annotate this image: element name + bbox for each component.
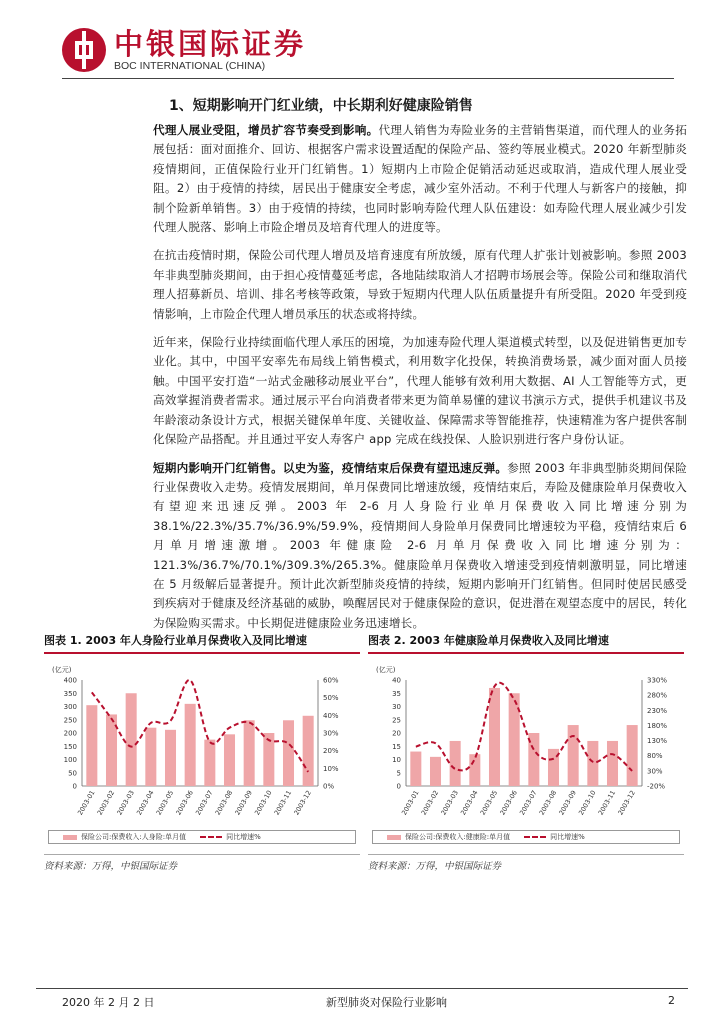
- footer-title: 新型肺炎对保险行业影响: [326, 996, 447, 1009]
- bar-2003-08: [224, 734, 235, 786]
- y2-tick-label: 130%: [647, 737, 668, 746]
- x-tick-label: 2003-06: [174, 789, 195, 817]
- paragraph-2: [153, 246, 687, 324]
- growth-line: [92, 680, 308, 772]
- bar-2003-09: [244, 720, 255, 786]
- paragraph-2-text: 在抗击疫情时期，保险公司代理人增员及培育速度有所放缓，原有代理人扩张计划被影响。参照 2003 年非典型肺炎期间，由于担心疫情蔓延考虑，各地陆续取消人才招聘市场展会等。保险公司和继取消代理人招募新员、培训、排名考核等政策，导致于短期内代理人队伍质量提升有所受阻。2020 年受到疫情影响，上市险企代理人增员承压的状态或将持续。: [153, 248, 687, 321]
- bar-2003-03: [126, 693, 137, 786]
- brand-logo: [62, 28, 306, 72]
- bar-2003-04: [469, 754, 480, 786]
- bar-2003-03: [450, 741, 461, 786]
- chart-2-legend-bar: 保险公司:保费收入:健康险:单月值: [387, 832, 510, 842]
- y-tick-label: 0: [396, 782, 401, 791]
- x-tick-label: 2003-07: [194, 789, 215, 817]
- paragraph-1: [153, 121, 687, 237]
- chart-1-source: 资料来源：万得，中银国际证券: [44, 854, 360, 872]
- chart-1-legend: [48, 830, 356, 844]
- chart-2-plot: [368, 658, 684, 830]
- y-tick-label: 35: [392, 689, 401, 698]
- y-tick-label: 0: [72, 782, 77, 791]
- x-tick-label: 2003-08: [537, 789, 559, 817]
- chart-2-unit: (亿元): [376, 666, 396, 674]
- bar-2003-05: [489, 688, 500, 786]
- x-tick-label: 2003-10: [577, 789, 598, 817]
- x-tick-label: 2003-12: [292, 789, 313, 817]
- x-tick-label: 2003-01: [400, 789, 421, 817]
- x-tick-label: 2003-07: [518, 789, 539, 817]
- bar-2003-12: [627, 725, 638, 786]
- x-tick-label: 2003-04: [135, 789, 156, 817]
- paragraph-3-text: 近年来，保险行业持续面临代理人承压的困境，为加速寿险代理人渠道模式转型，以及促进销售更加专业化。其中，中国平安率先布局线上销售模式，利用数字化投保，转换消费场景，减少面对面人员接触。中国平安打造“一站式金融移动展业平台”，代理人能够有效利用大数据、AI 人工智能等方式，更高效掌握消费者需求。通过展示平台向消费者带来更为简单易懂的建议书演示方式，提供手机建议书及年龄滚动条设计方式，根据关键保单年度、关键收益、保障需求等智能推荐，快速精准为客户提供客制化保险产品搭配。并且通过平安人寿客户 app 完成在线投保、人脸识别进行客户身份认证。: [153, 335, 687, 447]
- y2-tick-label: 60%: [323, 676, 339, 685]
- bar-2003-02: [430, 757, 441, 786]
- bar-2003-01: [86, 705, 97, 786]
- bar-2003-11: [607, 741, 618, 786]
- x-tick-label: 2003-05: [154, 789, 176, 817]
- y2-tick-label: 280%: [647, 691, 668, 700]
- bar-2003-04: [145, 728, 156, 786]
- chart-2-legend-line: 同比增速%: [524, 832, 585, 842]
- growth-line: [416, 683, 632, 771]
- y2-tick-label: 230%: [647, 706, 668, 715]
- y2-tick-label: 10%: [323, 764, 339, 773]
- y2-tick-label: 0%: [323, 782, 335, 791]
- y2-tick-label: -20%: [647, 782, 666, 791]
- paragraph-1-lead: 代理人展业受阻，增员扩容节奏受到影响。: [153, 123, 379, 137]
- y-tick-label: 15: [392, 742, 401, 751]
- x-tick-label: 2003-02: [95, 789, 117, 817]
- y-tick-label: 5: [396, 769, 401, 778]
- paragraph-4-lead: 短期内影响开门红销售。以史为鉴，疫情结束后保费有望迅速反弹。: [153, 460, 508, 475]
- footer-divider: [36, 988, 688, 989]
- x-tick-label: 2003-09: [557, 789, 578, 817]
- y-tick-label: 150: [63, 742, 77, 751]
- y-tick-label: 40: [392, 676, 401, 685]
- bar-2003-06: [509, 693, 520, 786]
- body-paragraphs: [153, 121, 687, 642]
- bar-2003-07: [204, 740, 215, 786]
- y2-tick-label: 20%: [323, 747, 339, 756]
- brand-name-en: BOC INTERNATIONAL (CHINA): [114, 60, 266, 72]
- chart-2-source: 资料来源：万得，中银国际证券: [368, 854, 684, 872]
- section-title: 1、短期影响开门红业绩，中长期利好健康险销售: [169, 98, 473, 114]
- y-tick-label: 350: [63, 689, 77, 698]
- chart-1-figure: [44, 632, 360, 872]
- y2-tick-label: 50%: [323, 694, 339, 703]
- x-tick-label: 2003-08: [213, 789, 235, 817]
- chart-1-legend-bar: 保险公司:保费收入:人身险:单月值: [63, 832, 186, 842]
- bar-2003-10: [587, 741, 598, 786]
- y-tick-label: 300: [63, 703, 77, 711]
- chart-2-figure: [368, 632, 684, 872]
- chart-1-legend-line: 同比增速%: [200, 832, 261, 842]
- x-tick-label: 2003-03: [115, 789, 136, 817]
- boc-emblem-icon: [62, 28, 106, 72]
- x-tick-label: 2003-12: [616, 789, 637, 817]
- x-tick-label: 2003-06: [498, 789, 519, 817]
- y-tick-label: 250: [63, 716, 77, 725]
- y2-tick-label: 80%: [647, 752, 663, 761]
- bar-2003-11: [283, 720, 294, 786]
- paragraph-4: [153, 459, 687, 634]
- footer-date: 2020 年 2 月 2 日: [62, 996, 155, 1009]
- x-tick-label: 2003-11: [596, 789, 618, 817]
- y-tick-label: 100: [63, 756, 77, 764]
- y-tick-label: 25: [392, 716, 401, 725]
- y2-tick-label: 180%: [647, 721, 668, 730]
- x-tick-label: 2003-11: [272, 789, 294, 817]
- y-tick-label: 200: [63, 729, 77, 738]
- paragraph-1-text: 代理人销售为寿险业务的主营销售渠道，而代理人的业务拓展包括：面对面推介、回访、根据客户需求设置适配的保险产品、签约等展业模式。2020 年新型肺炎疫情期间，正值保险行业开门红销售。1）短期内上市险企促销活动延迟或取消，造成代理人展业受阻。2）由于疫情的持续，居民出于健康安全考虑，减少室外活动。不利于代理人与新客户的接触，抑制个险新单销售。3）由于疫情的持续，也同时影响寿险代理人队伍建设：如寿险代理人展业减少引发代理人脱落、影响上市险企增员及培育代理人的进度等。: [153, 123, 687, 235]
- y2-tick-label: 40%: [323, 711, 339, 720]
- x-tick-label: 2003-02: [419, 789, 441, 817]
- y-tick-label: 50: [68, 769, 77, 778]
- x-tick-label: 2003-03: [439, 789, 460, 817]
- bar-2003-01: [410, 752, 421, 786]
- paragraph-3: [153, 333, 687, 449]
- y-tick-label: 30: [392, 703, 401, 711]
- x-tick-label: 2003-01: [76, 789, 97, 817]
- y2-tick-label: 30%: [647, 767, 663, 776]
- x-tick-label: 2003-05: [478, 789, 500, 817]
- bar-2003-12: [303, 716, 314, 786]
- chart-2-legend: [372, 830, 680, 844]
- x-tick-label: 2003-10: [253, 789, 274, 817]
- y2-tick-label: 330%: [647, 676, 668, 685]
- chart-1-plot: [44, 658, 360, 830]
- y-tick-label: 20: [392, 729, 401, 738]
- y-tick-label: 400: [63, 676, 77, 685]
- y-tick-label: 10: [392, 756, 401, 764]
- chart-2-title: 图表 2. 2003 年健康险单月保费收入及同比增速: [368, 632, 684, 654]
- paragraph-4-text: 参照 2003 年非典型肺炎期间保险行业保费收入走势。疫情发展期间，单月保费同比增速放缓，疫情结束后，寿险及健康险单月保费收入有望迎来迅速反弹。2003 年 2-6 月人身险行业单月保费收入同比增速分别为 38.1%/22.3%/35.7%/36.9%/59.9%，疫情期间人身险单月保费同比增速较为平稳，疫情结束后 6 月单月增速激增。2003 年健康险 2-6 月单月保费收入同比增速分别为：121.3%/36.7%/70.1%/309.3%/265.3%。健康险单月保费收入增速受到疫情刺激明显，同比增速在 5 月级解后显著提升。预计此次新型肺炎疫情的持续，短期内影响开门红销售。但同时使居民感受到疾病对于健康及经济基础的威胁，唤醒居民对于健康保险的意识，促进潜在观望态度中的居民，转化为保险购买需求。中长期促进健康险业务迅速增长。: [153, 460, 687, 630]
- chart-1-title: 图表 1. 2003 年人身险行业单月保费收入及同比增速: [44, 632, 360, 654]
- x-tick-label: 2003-04: [459, 789, 480, 817]
- y2-tick-label: 30%: [323, 729, 339, 738]
- page-number: 2: [668, 994, 675, 1007]
- chart-1-unit: (亿元): [52, 666, 72, 674]
- x-tick-label: 2003-09: [233, 789, 254, 817]
- bar-2003-09: [568, 725, 579, 786]
- header-divider: [62, 78, 674, 79]
- bar-2003-06: [185, 704, 196, 786]
- brand-name-cn: 中银国际证券: [114, 27, 307, 61]
- bar-2003-05: [165, 730, 176, 786]
